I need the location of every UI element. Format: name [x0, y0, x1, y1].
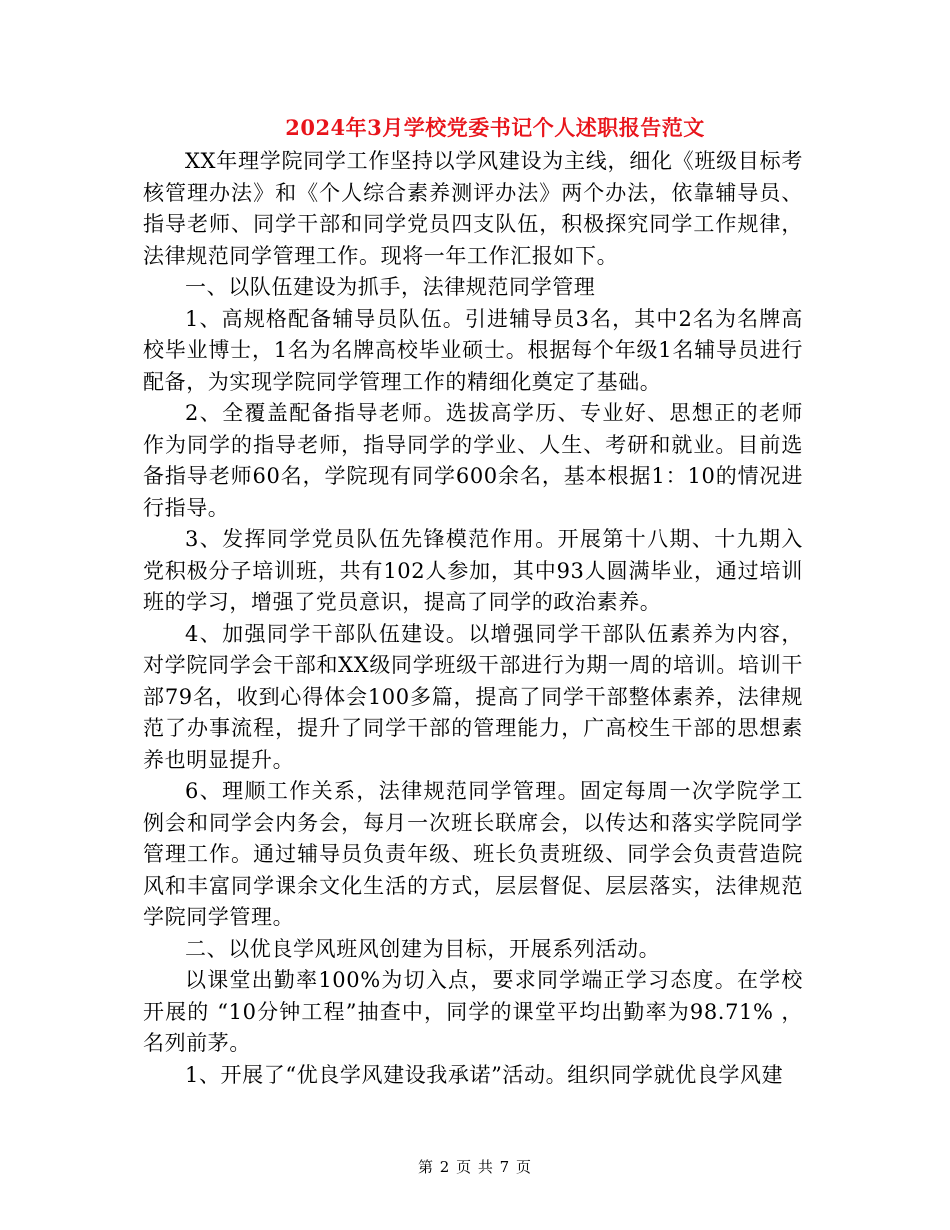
page-number-footer: 第 2 页 共 7 页 — [418, 1158, 532, 1176]
paragraph-party-members: 3、发挥同学党员队伍先锋模范作用。开展第十八期、十九期入党积极分子培训班，共有102人参加，其中93人圆满毕业，通过培训班的学习，增强了党员意识，提高了同学的政治素养。 — [143, 527, 803, 614]
document-body — [143, 146, 803, 1091]
paragraph-work-relations: 6、理顺工作关系，法律规范同学管理。固定每周一次学院学工例会和同学会内务会，每月一次班长联席会，以传达和落实学院同学管理工作。通过辅导员负责年级、班长负责班级、同学会负责营造院风和丰富同学课余文化生活的方式，层层督促、层层落实，法律规范学院同学管理。 — [143, 779, 803, 929]
paragraph-study-pledge: 1、开展了“优良学风建设我承诺”活动。组织同学就优良学风建 — [185, 1062, 784, 1087]
paragraph-counselor-team: 1、高规格配备辅导员队伍。引进辅导员3名，其中2名为名牌高校毕业博士，1名为名牌高校毕业硕士。根据每个年级1名辅导员进行配备，为实现学院同学管理工作的精细化奠定了基础。 — [143, 306, 803, 394]
section-heading-1: 一、以队伍建设为抓手，法律规范同学管理 — [185, 275, 596, 299]
paragraph-intro: XX年理学院同学工作坚持以学风建设为主线，细化《班级目标考核管理办法》和《个人综合素养测评办法》两个办法，依靠辅导员、指导老师、同学干部和同学党员四支队伍，积极探究同学工作规律，法律规范同学管理工作。现将一年工作汇报如下。 — [143, 149, 803, 268]
section-heading-2: 二、以优良学风班风创建为目标，开展系列活动。 — [185, 936, 661, 961]
paragraph-attendance: 以课堂出勤率100%为切入点，要求同学端正学习态度。在学校开展的 “10分钟工程”抽查中，同学的课堂平均出勤率为98.71% ，名列前茅。 — [143, 968, 803, 1055]
paragraph-student-cadres: 4、加强同学干部队伍建设。以增强同学干部队伍素养为内容，对学院同学会干部和XX级同学班级干部进行为期一周的培训。培训干部79名，收到心得体会100多篇，提高了同学干部整体素养，法律规范了办事流程，提升了同学干部的管理能力，广高校生干部的思想素养也明显提升。 — [143, 621, 803, 772]
paragraph-advisor-teachers: 2、全覆盖配备指导老师。选拔高学历、专业好、思想正的老师作为同学的指导老师，指导同学的学业、人生、考研和就业。目前选备指导老师60名，学院现有同学600余名，基本根据1：10的情况进行指导。 — [143, 401, 803, 520]
document-title: 2024年3月学校党委书记个人述职报告范文 — [285, 115, 705, 140]
